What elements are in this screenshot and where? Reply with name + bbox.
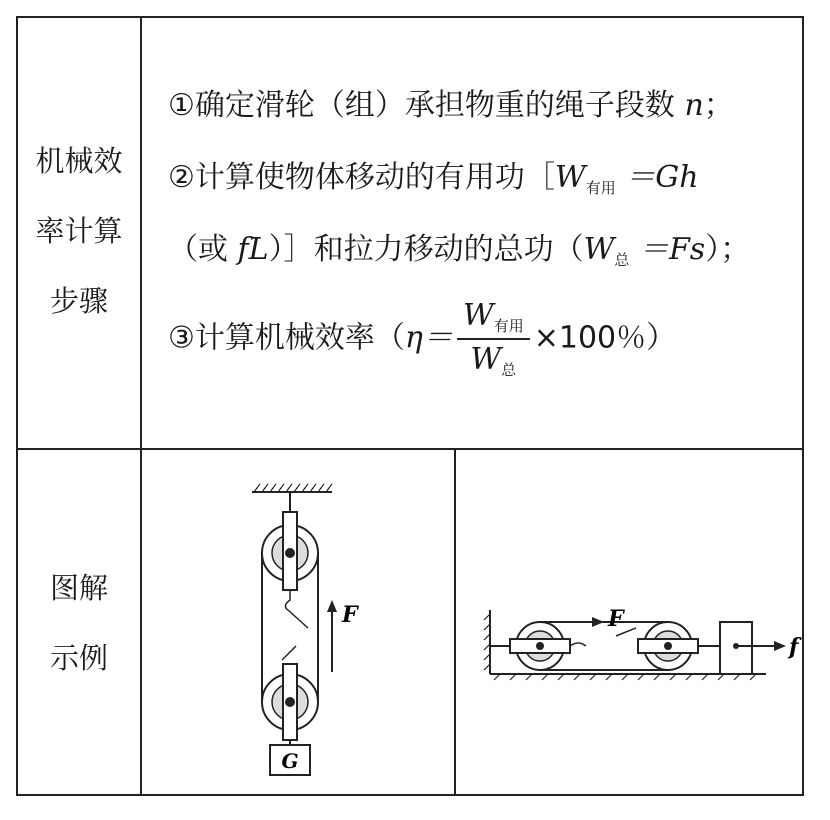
force-label-horizontal: F bbox=[608, 606, 624, 632]
efficiency-fraction bbox=[457, 298, 530, 380]
diagram-label-line-2: 示例 bbox=[49, 641, 108, 675]
step-3-text: ③计算机械效率（ bbox=[168, 320, 405, 356]
steps-label-line-2: 率计算 bbox=[35, 214, 123, 248]
total-work-subscript: 总 bbox=[614, 251, 630, 269]
friction-label: f bbox=[789, 634, 799, 660]
diagram-label-line-1: 图解 bbox=[49, 571, 108, 605]
numerator-subscript: 有用 bbox=[493, 317, 524, 335]
step-2-continued bbox=[168, 224, 750, 270]
useful-work-symbol: W bbox=[554, 160, 586, 195]
steps-label-line-3: 步骤 bbox=[49, 284, 108, 318]
fraction-numerator bbox=[457, 298, 530, 340]
step-1 bbox=[168, 80, 734, 124]
force-label-pulley-block: F bbox=[342, 602, 358, 628]
pulley-block-diagram bbox=[142, 450, 452, 792]
diagram-row-label bbox=[18, 553, 140, 693]
useful-work-subscript: 有用 bbox=[585, 179, 616, 197]
friction-work-formula: fL bbox=[237, 232, 269, 267]
weight-label: G bbox=[281, 749, 299, 773]
step-1-variable: n bbox=[684, 88, 704, 123]
steps-label-line-1: 机械效 bbox=[35, 144, 123, 178]
mechanical-efficiency-table bbox=[16, 16, 804, 796]
step-3-tail: ×100％） bbox=[533, 320, 677, 356]
denominator-work-symbol: W bbox=[470, 342, 502, 377]
step-2b-text-a: （或 bbox=[168, 232, 228, 267]
useful-work-formula: ＝Gh bbox=[625, 160, 699, 195]
step-1-end: ； bbox=[703, 88, 734, 123]
step-2b-text-b: ）］和拉力移动的总功（ bbox=[268, 232, 584, 267]
step-3 bbox=[168, 298, 676, 380]
step-2-text: ②计算使物体移动的有用功［ bbox=[168, 160, 555, 195]
denominator-subscript: 总 bbox=[501, 361, 517, 379]
step-2 bbox=[168, 152, 699, 198]
total-work-symbol: W bbox=[583, 232, 615, 267]
horizontal-pulley-diagram bbox=[456, 450, 802, 792]
steps-row-label bbox=[18, 126, 140, 336]
efficiency-symbol: η＝ bbox=[404, 320, 453, 356]
fraction-denominator bbox=[457, 340, 530, 380]
total-work-formula: ＝Fs bbox=[638, 232, 706, 267]
step-2b-end: ）； bbox=[705, 232, 751, 267]
step-1-text: ①确定滑轮（组）承担物重的绳子段数 bbox=[168, 88, 675, 123]
numerator-work-symbol: W bbox=[462, 298, 494, 333]
